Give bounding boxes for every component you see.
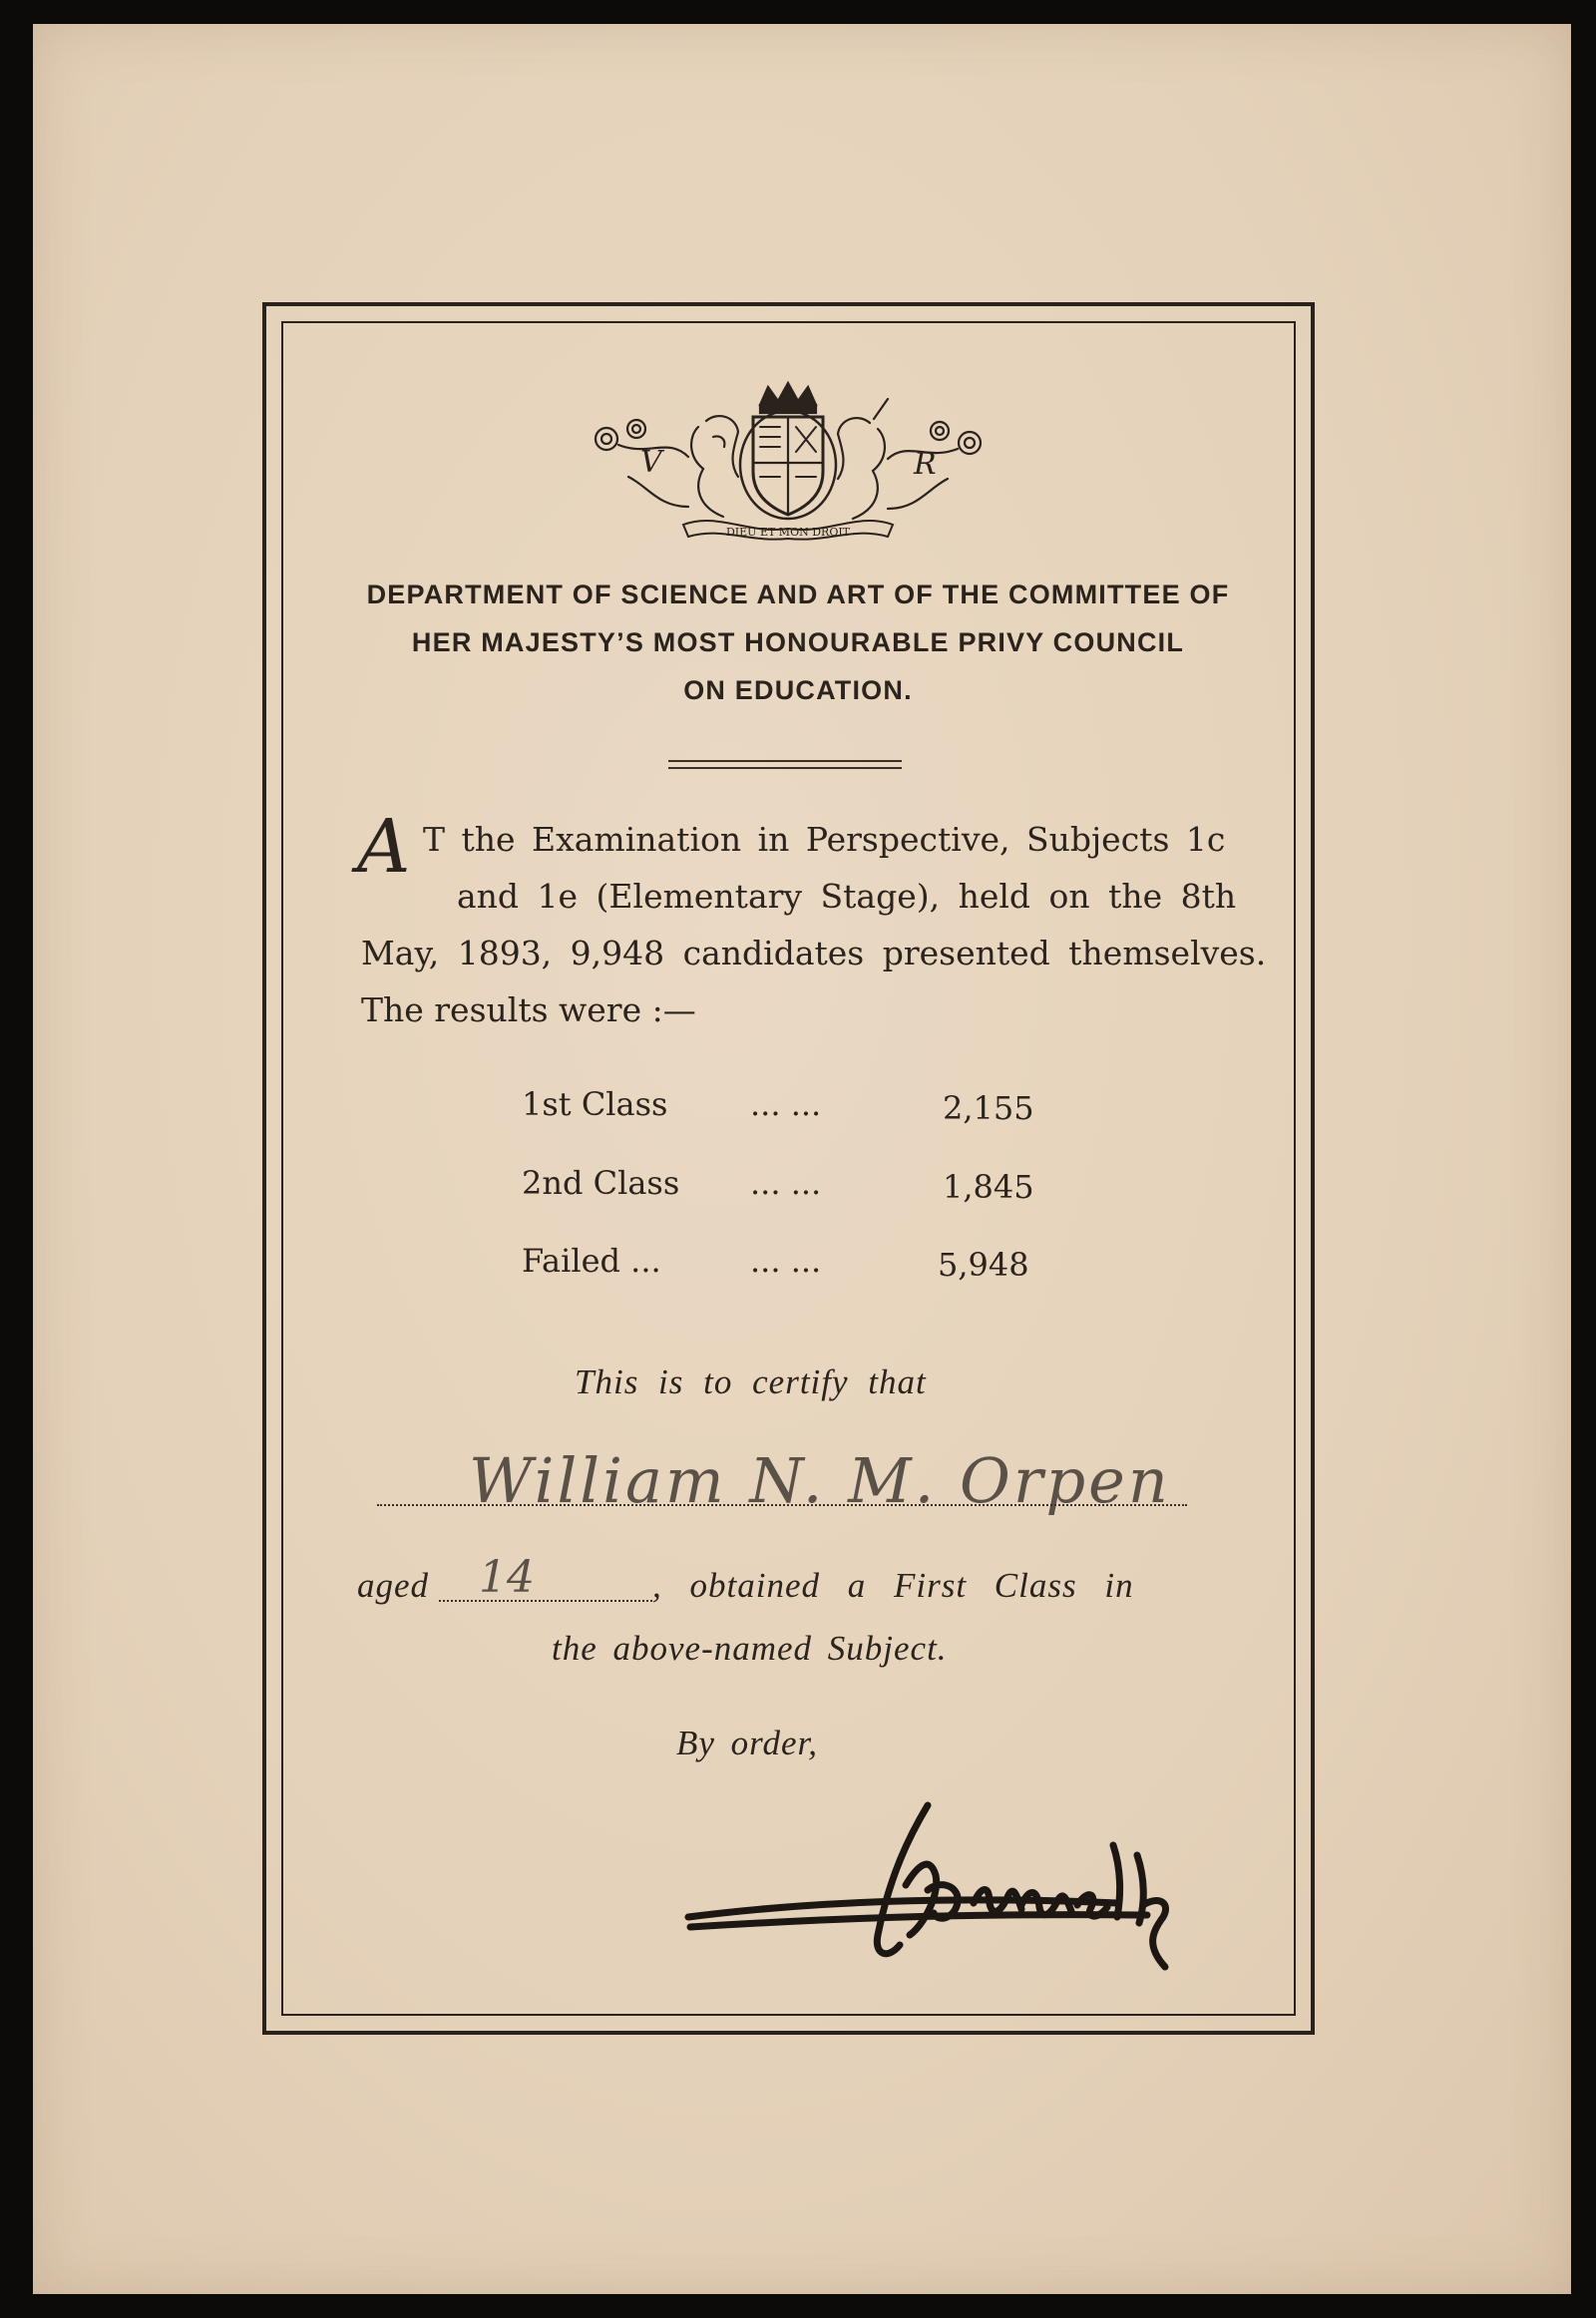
crest-initial-r: R bbox=[914, 447, 937, 482]
body-line-2: and 1e (Elementary Stage), held on the 8th bbox=[457, 877, 1237, 916]
recipient-name-handwritten: William N. M. Orpen bbox=[469, 1444, 1171, 1517]
motto-text: DIEU ET MON DROIT bbox=[725, 526, 851, 539]
by-order-text: By order, bbox=[676, 1724, 819, 1762]
result-value: 5,948 bbox=[938, 1246, 1029, 1284]
heading-line-2: HER MAJESTY’S MOST HONOURABLE PRIVY COUNCIL bbox=[411, 627, 1185, 657]
result-value: 1,845 bbox=[943, 1168, 1034, 1206]
royal-coat-of-arms-icon bbox=[589, 377, 988, 542]
drop-cap: A bbox=[357, 804, 411, 890]
signature-image bbox=[678, 1785, 1217, 1975]
age-handwritten: 14 bbox=[479, 1552, 535, 1603]
result-label: 1st Class bbox=[522, 1085, 668, 1123]
body-line-1: T the Examination in Perspective, Subjects 1c bbox=[423, 820, 1226, 859]
body-line-3: May, 1893, 9,948 candidates presented themselves. bbox=[361, 934, 1267, 972]
name-dotted-line bbox=[377, 1504, 1187, 1506]
result-leader-dots: ... ... bbox=[750, 1085, 822, 1123]
obtained-text: , obtained a First Class in bbox=[652, 1566, 1134, 1605]
result-leader-dots: ... ... bbox=[750, 1242, 822, 1280]
result-label: 2nd Class bbox=[522, 1164, 680, 1202]
subject-line: the above-named Subject. bbox=[552, 1629, 948, 1668]
aged-label: aged bbox=[357, 1566, 430, 1605]
crest-initial-v: V bbox=[640, 445, 662, 480]
double-rule-top bbox=[668, 760, 902, 762]
heading-line-3: ON EDUCATION. bbox=[683, 675, 913, 705]
body-line-4: The results were :— bbox=[361, 990, 696, 1029]
result-value: 2,155 bbox=[943, 1089, 1034, 1127]
double-rule-bottom bbox=[668, 767, 902, 769]
heading-line-1: DEPARTMENT OF SCIENCE AND ART OF THE COMMITTEE OF bbox=[366, 580, 1230, 609]
certify-intro: This is to certify that bbox=[575, 1362, 927, 1401]
age-dotted-line bbox=[439, 1600, 652, 1602]
result-label: Failed ... bbox=[522, 1242, 661, 1280]
result-leader-dots: ... ... bbox=[750, 1164, 822, 1202]
certificate-heading bbox=[319, 571, 1277, 714]
